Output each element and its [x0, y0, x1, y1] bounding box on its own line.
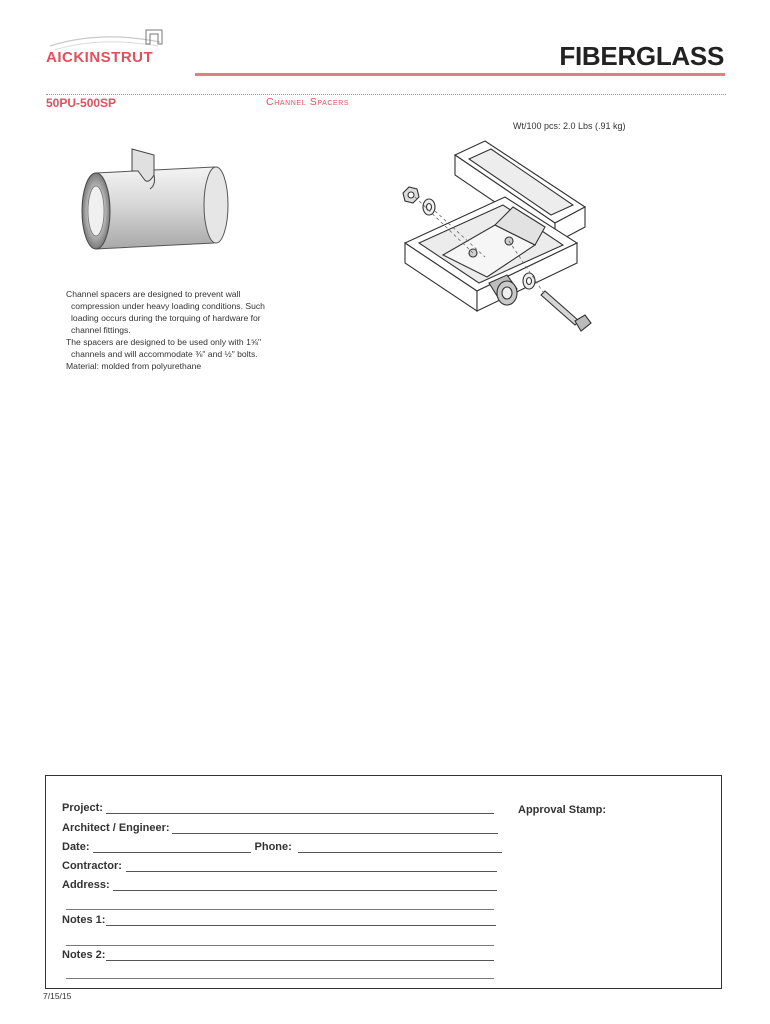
architect-row — [62, 822, 498, 834]
description-line: channels and will accommodate ⅜" and ½" bolts. — [71, 349, 258, 359]
product-description — [66, 288, 286, 372]
notes2-field[interactable] — [106, 950, 494, 961]
contractor-row — [62, 860, 497, 872]
date-label: Date: — [62, 841, 90, 853]
contractor-field[interactable] — [126, 861, 497, 872]
notes2-row — [62, 949, 494, 961]
notes1-field[interactable] — [106, 915, 496, 926]
date-field[interactable] — [93, 842, 251, 853]
section-divider — [46, 94, 726, 95]
approval-stamp-label: Approval Stamp: — [518, 804, 607, 816]
address-field-line-2[interactable] — [66, 909, 494, 910]
description-line: compression under heavy loading conditions. Such — [71, 301, 265, 311]
part-number: 50PU-500SP — [46, 96, 117, 110]
submittal-form — [45, 775, 722, 989]
title-underline — [195, 73, 725, 76]
address-row — [62, 879, 497, 891]
architect-field[interactable] — [172, 823, 498, 834]
product-name: Channel Spacers — [266, 96, 350, 108]
page-title: FIBERGLASS — [559, 41, 724, 71]
description-line: Channel spacers are designed to prevent wall — [66, 289, 241, 299]
description-line: loading occurs during the torquing of hardware for — [71, 313, 261, 323]
project-field[interactable] — [106, 803, 494, 814]
description-line: Material: molded from polyurethane — [66, 361, 202, 371]
address-label: Address: — [62, 879, 110, 891]
project-label: Project: — [62, 802, 103, 814]
assembly-illustration — [395, 135, 625, 335]
notes2-label: Notes 2: — [62, 949, 106, 961]
date-phone-row — [62, 841, 502, 853]
description-line: channel fittings. — [71, 325, 131, 335]
contractor-label: Contractor: — [62, 860, 122, 872]
notes2-field-line-2[interactable] — [66, 978, 494, 979]
description-line: The spacers are designed to be used only with 1⅝" — [66, 337, 262, 347]
architect-label: Architect / Engineer: — [62, 822, 170, 834]
channel-spacer-illustration — [74, 145, 234, 255]
project-row — [62, 802, 494, 814]
logo-wordmark: AICKINSTRUT — [46, 49, 154, 66]
address-field[interactable] — [113, 880, 497, 891]
phone-field[interactable] — [298, 842, 502, 853]
phone-label: Phone: — [254, 841, 292, 853]
weight-spec: Wt/100 pcs: 2.0 Lbs (.91 kg) — [513, 121, 626, 131]
notes1-field-line-2[interactable] — [66, 945, 494, 946]
notes1-label: Notes 1: — [62, 914, 106, 926]
notes1-row — [62, 914, 496, 926]
revision-date: 7/15/15 — [43, 991, 72, 1001]
